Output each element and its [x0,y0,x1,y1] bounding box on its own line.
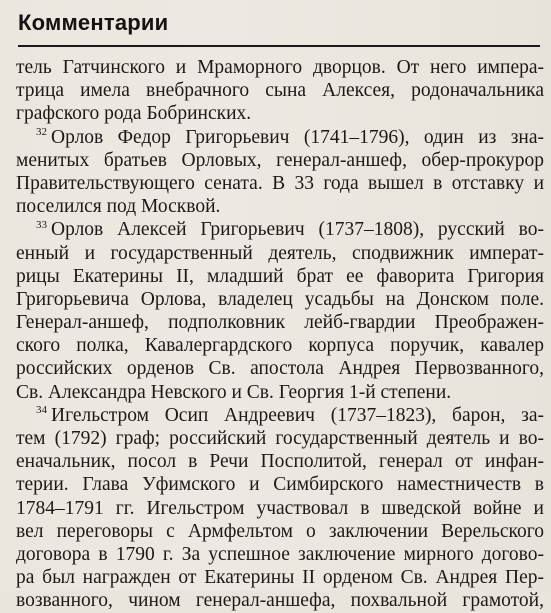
text-line [16,473,544,496]
text-line [16,589,544,612]
section-title: Комментарии [18,10,169,35]
text-line [16,288,544,311]
line-text: 1784–1791 гг. Игельстром участвовал в шведской войне и [16,497,544,519]
line-text: тем (1792) граф; российский государственный деятель и во- [16,428,544,449]
line-text: ского полка, Кавалергардского корпуса поручик, кавалер [16,335,544,357]
line-text: рицы Екатерины II, младший брат ее фаворита Григория [16,265,544,287]
line-text: менитых братьев Орловых, генерал-аншеф, обер-прокурор [16,149,544,171]
line-text: трица имела внебрачного сына Алексея, родоначальника [16,80,544,102]
footnote-number: 34 [36,404,47,417]
text-line [16,334,544,357]
line-text: терии. Глава Уфимского и Симбирского наместничеств в [16,474,544,496]
text-line [16,497,544,520]
text-line [16,265,544,288]
text-line [16,102,544,125]
text-line [16,311,544,334]
footnote-number: 33 [36,218,47,231]
note-start-line [16,126,544,149]
line-text: еначальник, посол в Речи Посполитой, генерал от инфан- [16,451,544,473]
text-line [16,450,544,473]
line-text: поселился под Москвой. [16,196,221,218]
line-text: Орлов Алексей Григорьевич (1737–1808), русский во- [51,219,544,241]
line-text: Григорьевича Орлова, владелец усадьбы на Донском поле. [16,288,544,310]
line-text: возванного, чином генерал-аншефа, похвальной грамотой, [16,590,544,612]
line-text: вел переговоры с Армфельтом о заключении Верельского [16,520,544,542]
text-line [16,520,544,543]
footnote-number: 32 [36,126,47,139]
line-text: Правительствующего сената. В 33 года вышел в отставку и [16,172,544,194]
text-line [16,79,544,102]
text-line [16,242,544,265]
text-line [16,381,544,404]
running-head [18,7,540,47]
header-rule [18,45,540,47]
line-text: Орлов Федор Григорьевич (1741–1796), один из зна- [51,126,544,148]
text-line [16,427,544,450]
text-line [16,149,544,172]
line-text: енный и государственный деятель, сподвижник императ- [16,242,544,264]
text-line [16,172,544,195]
line-text: Генерал-аншеф, подполковник лейб-гвардии Преображен- [16,312,544,334]
line-text: российских орденов Св. апостола Андрея Первозванного, [16,358,544,380]
line-text: Св. Александра Невского и Св. Георгия 1-й степени. [16,381,452,403]
note-start-line [16,218,544,241]
text-line [16,56,544,79]
line-text: графского рода Бобринских. [16,103,252,125]
line-text: Игельстром Осип Андреевич (1737–1823), барон, за- [51,404,544,426]
text-line [16,543,544,566]
text-line [16,566,544,589]
line-text: тель Гатчинского и Мраморного дворцов. От него импера- [16,57,544,78]
text-line [16,195,544,218]
comments-text [16,56,544,613]
note-start-line [16,404,544,427]
line-text: ра был награжден от Екатерины II орденом Св. Андрея Пер- [16,567,544,589]
line-text: договора в 1790 г. За успешное заключение мирного догово- [16,543,544,565]
text-line [16,357,544,380]
